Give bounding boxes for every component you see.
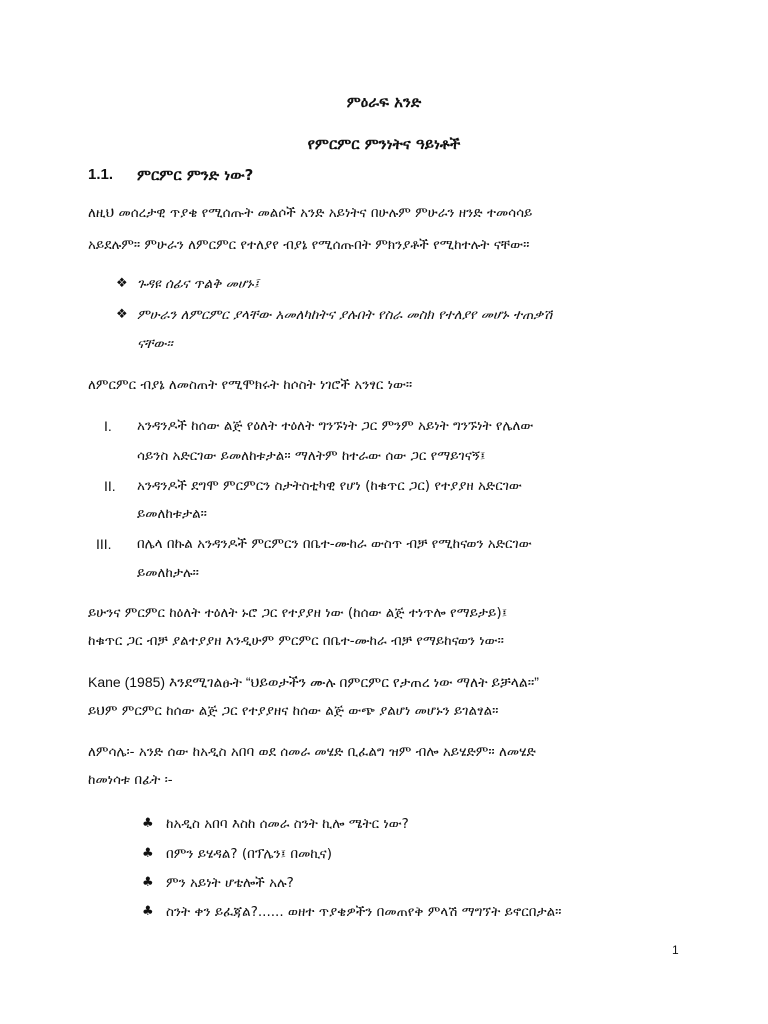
roman-item-1-line-2: ሳይንስ አድርገው ይመለከቱታል። ማለትም ከተራው ሰው ጋር የማይገናኝ፤ [137, 448, 486, 464]
diamond-bullet-icon: ❖ [116, 276, 128, 291]
question-item-4: ስንት ቀን ይፈጃል?...... ወዘተ ጥያቄዎችን በመጠየቅ ምላሽ ማግኘት ይኖርበታል። [166, 904, 562, 920]
section-heading: ምርምር ምንድ ነው? [137, 166, 254, 184]
roman-item-2-line-2: ይመለከቱታል። [137, 506, 207, 522]
example-line-2: ከመነሳቱ በፊት ፡- [88, 772, 173, 788]
intro-line-1: ለዚህ መሰረታዊ ጥያቄ የሚሰጡት መልሶች አንድ አይነትና በሁሉም ምሁራን ዘንድ ተመሳሳይ [88, 205, 533, 221]
roman-marker-3: III. [96, 536, 112, 552]
intro-line-2: አይደሉም። ምሁራን ለምርምር የተለያየ ብያኔ የሚሰጡበት ምክንያቶች የሚከተሉት ናቸው። [88, 237, 530, 253]
roman-item-3-line-1: በሌላ በኩል አንዳንዶች ምርምርን በቤተ-ሙከራ ውስጥ ብቻ የሚከናወን አድርገው [137, 536, 532, 552]
example-line-1: ለምሳሌ፡- አንድ ሰው ከአዲስ አበባ ወደ ሰመራ መሄድ ቢፈልግ ዝም ብሎ አይሄድም። ለመሄድ [88, 744, 536, 760]
kane-line-1: Kane (1985) እንደሚገልፁት “ህይወታችን ሙሉ በምርምር የታጠረ ነው ማለት ይቻላል።” [88, 674, 539, 690]
however-line-2: ከቁጥር ጋር ብቻ ያልተያያዘ እንዲሁም ምርምር በቤተ-ሙከራ ብቻ የማይከናወን ነው። [88, 633, 504, 649]
chapter-title: የምርምር ምንነትና ዓይነቶች [307, 135, 461, 153]
club-bullet-icon: ♣ [142, 816, 154, 831]
diamond-bullet-icon: ❖ [116, 307, 128, 322]
club-bullet-icon: ♣ [142, 846, 154, 861]
question-item-1: ከአዲስ አበባ እስከ ሰመራ ስንት ኪሎ ሜትር ነው? [166, 816, 409, 832]
chapter-heading: ምዕራፍ አንድ [346, 93, 422, 111]
club-bullet-icon: ♣ [142, 875, 154, 890]
club-bullet-icon: ♣ [142, 904, 154, 919]
roman-marker-1: I. [104, 418, 112, 434]
question-item-2: በምን ይሄዳል? (በፕሌን፤ በመኪና) [166, 846, 332, 862]
however-line-1: ይሁንና ምርምር ከዕለት ተዕለት ኑሮ ጋር የተያያዘ ነው (ከሰው ልጅ ተነጥሎ የማይታይ)፤ [88, 605, 508, 621]
roman-item-2-line-1: አንዳንዶች ደግሞ ምርምርን ስታትስቲካዊ የሆነ (ከቁጥር ጋር) የተያያዘ አድርገው [137, 478, 522, 494]
reason-item-2: ምሁራን ለምርምር ያላቸው አመለካከትና ያሉበት የስራ መስክ የተለያየ መሆኑ ተጠቃሽ [137, 307, 553, 323]
roman-item-1-line-1: አንዳንዶች ከሰው ልጅ የዕለት ተዕለት ግንኙነት ጋር ምንም አይነት ግንኙነት የሌለው [137, 418, 534, 434]
question-item-3: ምን አይነት ሆቴሎች አሉ? [166, 875, 294, 891]
roman-marker-2: II. [104, 478, 116, 494]
reason-item-1: ጉዳዩ ሰፊና ጥልቅ መሆኑ፤ [137, 276, 260, 292]
kane-line-2: ይህም ምርምር ከሰው ልጅ ጋር የተያያዘና ከሰው ልጅ ውጭ ያልሆነ መሆኑን ይገልፃል። [88, 703, 499, 719]
roman-item-3-line-2: ይመለከታሉ። [137, 565, 199, 581]
section-number: 1.1. [88, 166, 114, 183]
reason-item-2-cont: ናቸው። [137, 336, 173, 352]
three-things-line: ለምርምር ብያኔ ለመስጠት የሚሞክሩት ከሶስት ነገሮች አንፃር ነው። [88, 377, 413, 393]
page-number: 1 [672, 943, 679, 957]
